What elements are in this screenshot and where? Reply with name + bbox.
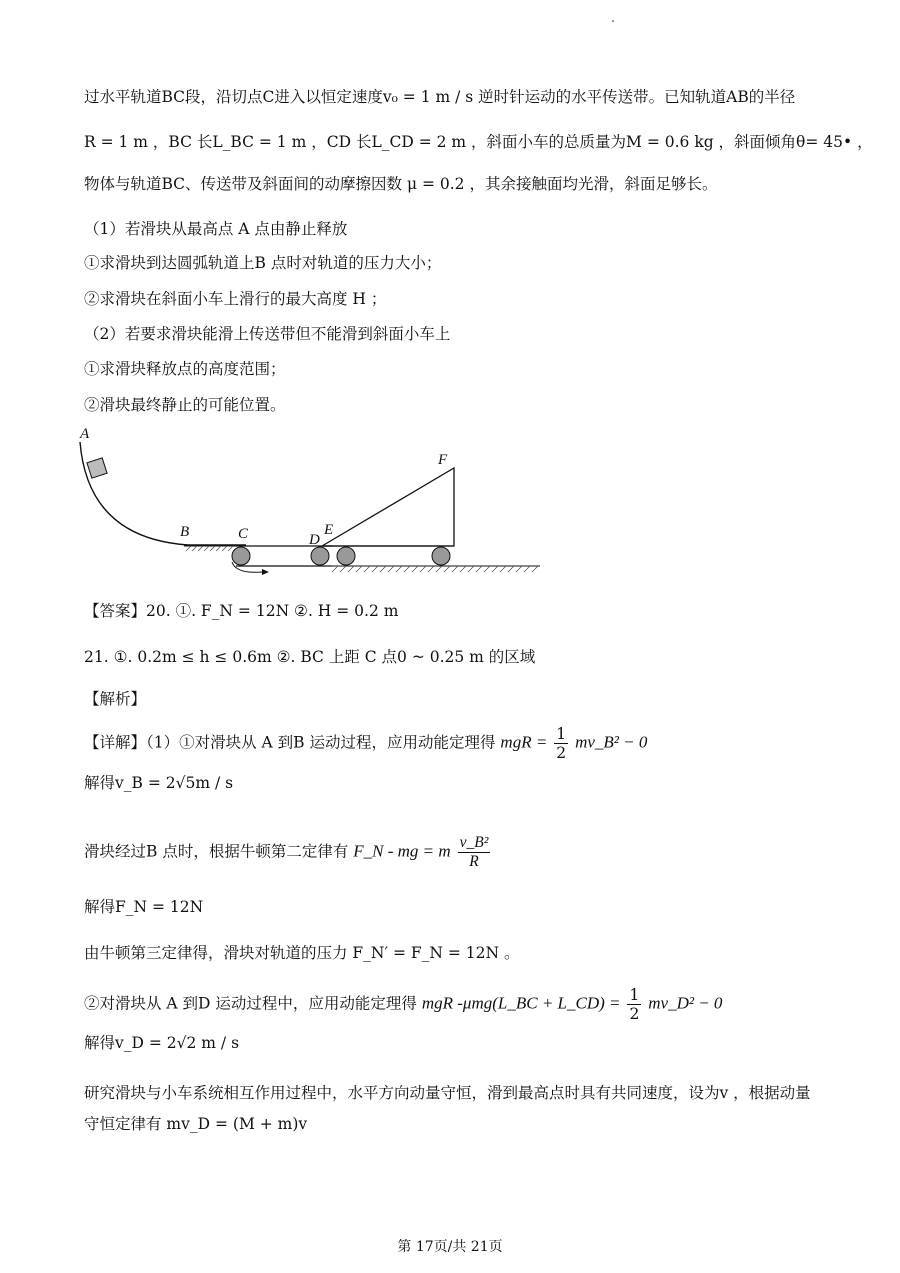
detail-line-5: 由牛顿第三定律得，滑块对轨道的压力 F_N′ = F_N = 12N 。 — [84, 944, 520, 962]
label-f: F — [438, 452, 448, 468]
fraction-num: 1 — [556, 725, 567, 743]
detail-3-math: F_N - mg = m — [353, 841, 451, 861]
roller-c — [232, 547, 250, 565]
label-e: E — [324, 522, 334, 538]
scan-dot — [612, 20, 614, 22]
detail-1-post: mv_B² − 0 — [575, 732, 648, 752]
fraction-num-2: 1 — [629, 986, 640, 1004]
answer-20: 【答案】20. ①. F_N = 12N ②. H = 0.2 m — [84, 602, 399, 620]
fraction-den: 2 — [556, 744, 567, 762]
ground-hatch-right — [332, 566, 538, 572]
arc-track — [80, 442, 246, 545]
fraction-den-2: 2 — [629, 1005, 640, 1023]
problem-line-1: 过水平轨道BC段，沿切点C进入以恒定速度v₀ = 1 m / s 逆时针运动的水平传送带。已知轨道AB的半径 — [84, 88, 796, 106]
question-2b: ②滑块最终静止的可能位置。 — [84, 396, 286, 414]
page-footer: 第 17页/共 21页 — [397, 1239, 503, 1255]
label-d: D — [309, 532, 320, 548]
detail-line-1 — [84, 725, 647, 762]
detail-line-6 — [84, 986, 722, 1023]
cart-wheel-2 — [432, 547, 450, 565]
detail-3-text: 滑块经过B 点时，根据牛顿第二定律有 — [84, 842, 349, 861]
question-2a: ①求滑块释放点的高度范围； — [84, 360, 286, 378]
arrow-head — [262, 569, 269, 575]
problem-line-2: R = 1 m ，BC 长L_BC = 1 m ，CD 长L_CD = 2 m ，斜面小车的总质量为M = 0.6 kg ，斜面倾角θ= 45• ， — [84, 133, 873, 151]
analysis-heading: 【解析】 — [84, 690, 147, 708]
detail-line-2: 解得v_B = 2√5m / s — [84, 774, 234, 792]
fraction-vb-num: v_B² — [459, 834, 489, 851]
detail-6-post: mv_D² − 0 — [648, 993, 723, 1013]
ground-hatch-left — [186, 546, 233, 551]
detail-line-9: 守恒定律有 mv_D = (M + m)v — [84, 1115, 308, 1133]
detail-1-math: mgR = — [500, 732, 548, 752]
problem-line-3: 物体与轨道BC、传送带及斜面间的动摩擦因数 μ = 0.2 ，其余接触面均光滑，斜面足够长。 — [84, 175, 718, 193]
fraction-half — [554, 725, 568, 762]
question-1b: ②求滑块在斜面小车上滑行的最大高度 H ； — [84, 290, 387, 308]
roller-d — [311, 547, 329, 565]
detail-line-3 — [84, 834, 492, 871]
fraction-vb — [458, 834, 491, 871]
cart-wheel-1 — [337, 547, 355, 565]
slider-block — [87, 458, 107, 478]
fraction-vb-den: R — [469, 853, 479, 870]
question-1: （1）若滑块从最高点 A 点由静止释放 — [84, 220, 348, 238]
detail-1-text: 【详解】（1）①对滑块从 A 到B 运动过程，应用动能定理得 — [84, 733, 496, 752]
answer-21: 21. ①. 0.2m ≤ h ≤ 0.6m ②. BC 上距 C 点0 ~ 0.25 m 的区域 — [84, 648, 536, 666]
label-b: B — [180, 524, 190, 540]
fraction-half-2 — [627, 986, 641, 1023]
track-figure — [76, 420, 546, 590]
detail-line-7: 解得v_D = 2√2 m / s — [84, 1034, 240, 1052]
detail-line-8: 研究滑块与小车系统相互作用过程中，水平方向动量守恒，滑到最高点时具有共同速度，设为v ，根据动量 — [84, 1084, 811, 1102]
detail-line-4: 解得F_N = 12N — [84, 898, 204, 916]
detail-6-math: mgR -μmg(L_BC + L_CD) = — [421, 993, 621, 1013]
question-1a: ①求滑块到达圆弧轨道上B 点时对轨道的压力大小； — [84, 254, 442, 272]
label-a: A — [80, 426, 90, 442]
label-c: C — [238, 526, 249, 542]
incline-cart — [322, 468, 454, 546]
question-2: （2）若要求滑块能滑上传送带但不能滑到斜面小车上 — [84, 325, 451, 343]
detail-6-text: ②对滑块从 A 到D 运动过程中，应用动能定理得 — [84, 994, 417, 1013]
